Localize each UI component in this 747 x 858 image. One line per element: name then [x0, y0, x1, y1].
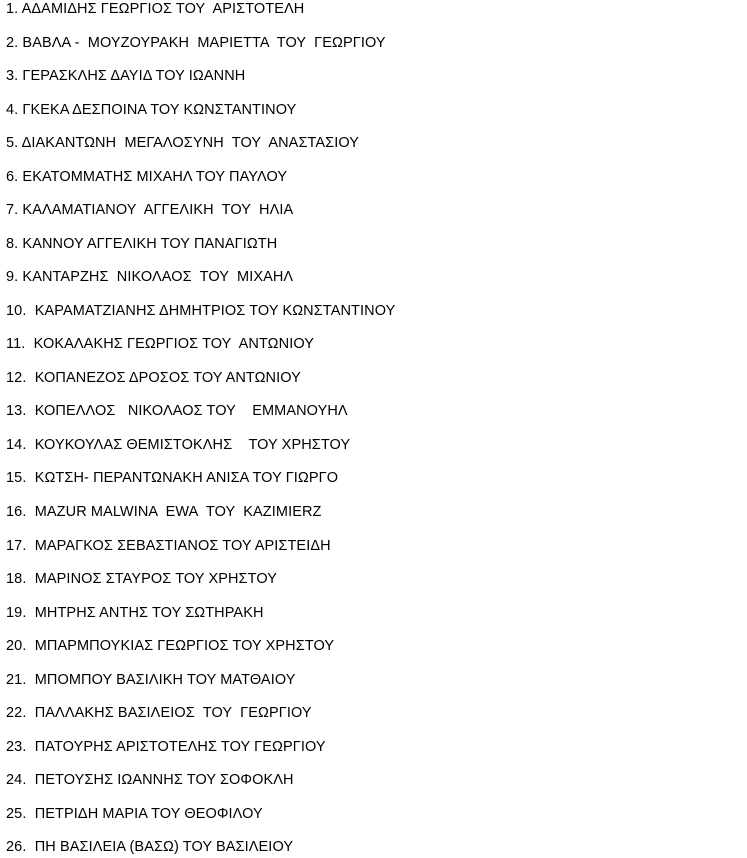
- list-item: 18. ΜΑΡΙΝΟΣ ΣΤΑΥΡΟΣ ΤΟΥ ΧΡΗΣΤΟΥ: [6, 571, 277, 587]
- list-item: 24. ΠΕΤΟΥΣΗΣ ΙΩΑΝΝΗΣ ΤΟΥ ΣΟΦΟΚΛΗ: [6, 772, 294, 788]
- list-item: 6. ΕΚΑΤΟΜΜΑΤΗΣ ΜΙΧΑΗΛ ΤΟΥ ΠΑΥΛΟΥ: [6, 169, 288, 185]
- list-item: 10. ΚΑΡΑΜΑΤΖΙΑΝΗΣ ΔΗΜΗΤΡΙΟΣ ΤΟΥ ΚΩΝΣΤΑΝΤΙΝΟΥ: [6, 303, 396, 319]
- list-item: 23. ΠΑΤΟΥΡΗΣ ΑΡΙΣΤΟΤΕΛΗΣ ΤΟΥ ΓΕΩΡΓΙΟΥ: [6, 739, 326, 755]
- list-item: 20. ΜΠΑΡΜΠΟΥΚΙΑΣ ΓΕΩΡΓΙΟΣ ΤΟΥ ΧΡΗΣΤΟΥ: [6, 638, 335, 654]
- list-item: 2. ΒΑΒΛΑ - ΜΟΥΖΟΥΡΑΚΗ ΜΑΡΙΕΤΤΑ ΤΟΥ ΓΕΩΡΓΙΟΥ: [6, 35, 386, 51]
- list-item: 21. ΜΠΟΜΠΟΥ ΒΑΣΙΛΙΚΗ ΤΟΥ ΜΑΤΘΑΙΟΥ: [6, 672, 296, 688]
- list-item: 15. ΚΩΤΣΗ- ΠΕΡΑΝΤΩΝΑΚΗ ΑΝΙΣΑ ΤΟΥ ΓΙΩΡΓΟ: [6, 470, 339, 486]
- list-item: 19. ΜΗΤΡΗΣ ΑΝΤΗΣ ΤΟΥ ΣΩΤΗΡΑΚΗ: [6, 605, 264, 621]
- list-item: 11. ΚΟΚΑΛΑΚΗΣ ΓΕΩΡΓΙΟΣ ΤΟΥ ΑΝΤΩΝΙΟΥ: [6, 336, 315, 352]
- list-item: 26. ΠΗ ΒΑΣΙΛΕΙΑ (ΒΑΣΩ) ΤΟΥ ΒΑΣΙΛΕΙΟΥ: [6, 839, 294, 855]
- list-item: 16. MAZUR MALWINA EWA ΤΟΥ KAZIMIERZ: [6, 504, 322, 520]
- list-item: 14. ΚΟΥΚΟΥΛΑΣ ΘΕΜΙΣΤΟΚΛΗΣ ΤΟΥ ΧΡΗΣΤΟΥ: [6, 437, 351, 453]
- list-item: 1. ΑΔΑΜΙΔΗΣ ΓΕΩΡΓΙΟΣ ΤΟΥ ΑΡΙΣΤΟΤΕΛΗ: [6, 1, 305, 17]
- list-item: 5. ΔΙΑΚΑΝΤΩΝΗ ΜΕΓΑΛΟΣΥΝΗ ΤΟΥ ΑΝΑΣΤΑΣΙΟΥ: [6, 135, 360, 151]
- list-item: 4. ΓΚΕΚΑ ΔΕΣΠΟΙΝΑ ΤΟΥ ΚΩΝΣΤΑΝΤΙΝΟΥ: [6, 102, 297, 118]
- list-item: 8. ΚΑΝΝΟΥ ΑΓΓΕΛΙΚΗ ΤΟΥ ΠΑΝΑΓΙΩΤΗ: [6, 236, 278, 252]
- list-item: 17. ΜΑΡΑΓΚΟΣ ΣΕΒΑΣΤΙΑΝΟΣ ΤΟΥ ΑΡΙΣΤΕΙΔΗ: [6, 538, 331, 554]
- list-item: 25. ΠΕΤΡΙΔΗ ΜΑΡΙΑ ΤΟΥ ΘΕΟΦΙΛΟΥ: [6, 806, 263, 822]
- list-item: 22. ΠΑΛΛΑΚΗΣ ΒΑΣΙΛΕΙΟΣ ΤΟΥ ΓΕΩΡΓΙΟΥ: [6, 705, 312, 721]
- list-item: 3. ΓΕΡΑΣΚΛΗΣ ΔΑΥΙΔ ΤΟΥ ΙΩΑΝΝΗ: [6, 68, 246, 84]
- list-item: 9. ΚΑΝΤΑΡΖΗΣ ΝΙΚΟΛΑΟΣ ΤΟΥ ΜΙΧΑΗΛ: [6, 269, 294, 285]
- list-item: 13. ΚΟΠΕΛΛΟΣ ΝΙΚΟΛΑΟΣ ΤΟΥ ΕΜΜΑΝΟΥΗΛ: [6, 403, 348, 419]
- list-item: 12. ΚΟΠΑΝΕΖΟΣ ΔΡΟΣΟΣ ΤΟΥ ΑΝΤΩΝΙΟΥ: [6, 370, 301, 386]
- list-item: 7. ΚΑΛΑΜΑΤΙΑΝΟΥ ΑΓΓΕΛΙΚΗ ΤΟΥ ΗΛΙΑ: [6, 202, 294, 218]
